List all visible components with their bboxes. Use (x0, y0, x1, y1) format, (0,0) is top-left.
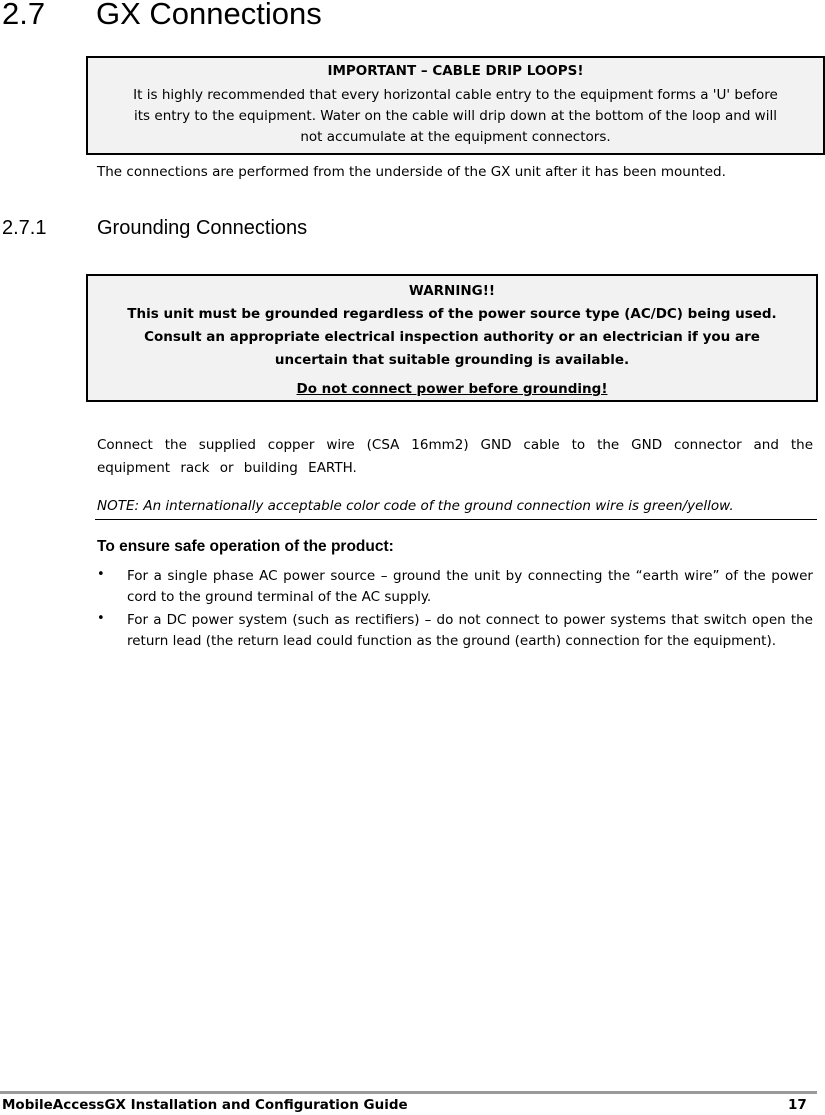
section-number: 2.7 (2, 0, 46, 31)
important-line-3: not accumulate at the equipment connectors. (300, 129, 611, 145)
section-title: GX Connections (96, 0, 322, 31)
connect-paragraph: Connect the supplied copper wire (CSA 16mm2) GND cable to the GND connector and the equipment rack or building EARTH. (97, 437, 813, 476)
important-title: IMPORTANT – CABLE DRIP LOOPS! (327, 63, 584, 79)
warning-underline: Do not connect power before grounding! (296, 381, 608, 397)
subsection-title: Grounding Connections (97, 217, 308, 239)
bullet-list (97, 566, 813, 652)
important-box (86, 56, 825, 155)
bullet-text: For a single phase AC power source – ground the unit by connecting the “earth wire” of the power cord to the ground terminal of the AC supply. (127, 568, 813, 605)
intro-text: The connections are performed from the underside of the GX unit after it has been mounted. (97, 164, 726, 180)
bullet-icon: • (97, 567, 105, 582)
warning-line-2: Consult an appropriate electrical inspection authority or an electrician if you are (144, 329, 760, 345)
warning-line-3: uncertain that suitable grounding is available. (274, 352, 630, 368)
subsection-number: 2.7.1 (2, 217, 47, 239)
warning-title: WARNING!! (408, 283, 496, 299)
important-line-2: its entry to the equipment. Water on the cable will drip down at the bottom of the loop and will (134, 108, 777, 124)
important-line-1: It is highly recommended that every horizontal cable entry to the equipment forms a 'U' before (133, 87, 778, 103)
warning-box (86, 274, 818, 402)
list-item (97, 610, 813, 652)
safe-operation-heading: To ensure safe operation of the product: (97, 538, 394, 555)
bullet-text: For a DC power system (such as rectifiers) – do not connect to power systems that switch open the return lead (the return lead could function as the ground (earth) connection for the equipment). (127, 612, 813, 649)
warning-line-1: This unit must be grounded regardless of the power source type (AC/DC) being used. (127, 306, 777, 322)
list-item (97, 566, 813, 608)
page-number: 17 (788, 1097, 807, 1113)
footer-rule (0, 1091, 817, 1094)
note-rule (95, 519, 817, 520)
note-text: NOTE: An internationally acceptable color code of the ground connection wire is green/yellow. (97, 498, 734, 514)
bullet-icon: • (97, 611, 105, 626)
footer-title: MobileAccessGX Installation and Configuration Guide (2, 1097, 408, 1113)
